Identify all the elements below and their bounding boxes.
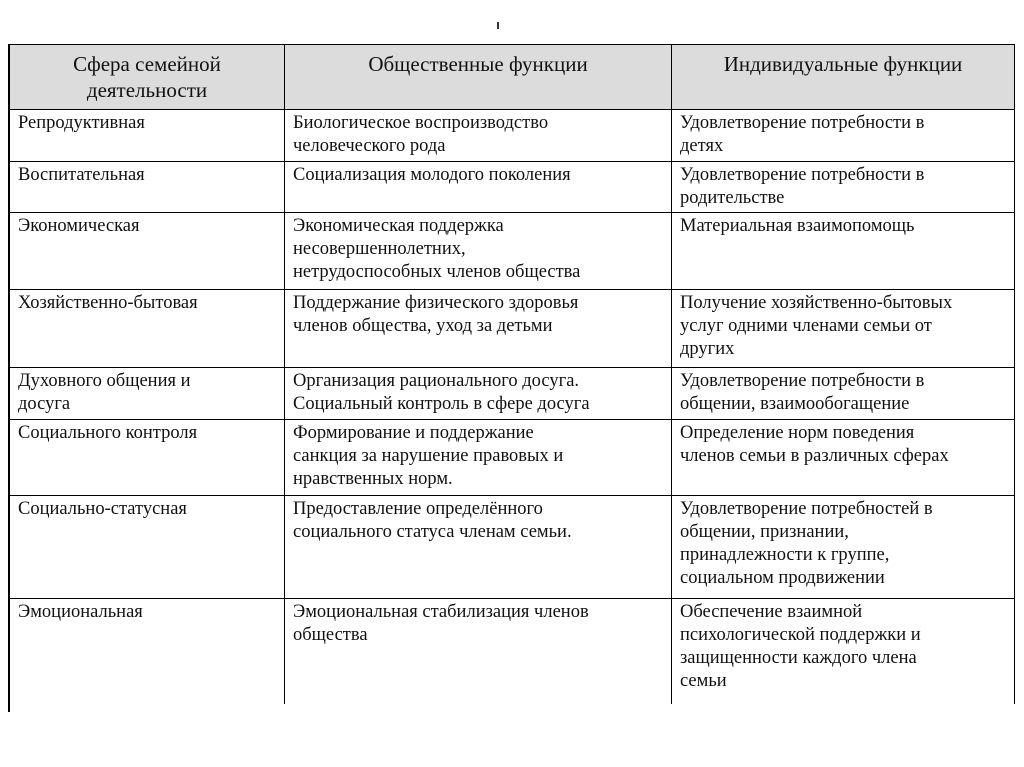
cell-individual: Удовлетворение потребности в родительстве — [672, 162, 1015, 213]
cell-individual: Удовлетворение потребностей в общении, признании, принадлежности к группе, социальном продвижении — [672, 496, 1015, 599]
cell-sphere: Духовного общения и досуга — [10, 368, 285, 420]
cell-sphere: Экономическая — [10, 213, 285, 290]
cell-individual: Получение хозяйственно-бытовых услуг одними членами семьи от других — [672, 290, 1015, 368]
cell-social: Экономическая поддержка несовершеннолетних, нетрудоспособных членов общества — [285, 213, 672, 290]
cell-social: Социализация молодого поколения — [285, 162, 672, 213]
table-row — [10, 599, 1015, 704]
cell-sphere: Социально-статусная — [10, 496, 285, 599]
header-sphere: Сфера семейной деятельности — [10, 45, 285, 110]
cell-individual: Удовлетворение потребности в общении, взаимообогащение — [672, 368, 1015, 420]
cell-individual: Определение норм поведения членов семьи в различных сферах — [672, 420, 1015, 496]
cell-social: Поддержание физического здоровья членов общества, уход за детьми — [285, 290, 672, 368]
cell-sphere: Эмоциональная — [10, 599, 285, 704]
table-header-row — [10, 45, 1015, 110]
table-row — [10, 496, 1015, 599]
cell-social: Формирование и поддержание санкция за нарушение правовых и нравственных норм. — [285, 420, 672, 496]
page-mark — [497, 22, 499, 29]
table-row — [10, 162, 1015, 213]
header-social-functions: Общественные функции — [285, 45, 672, 110]
cell-social: Предоставление определённого социального статуса членам семьи. — [285, 496, 672, 599]
table-row — [10, 420, 1015, 496]
table-row — [10, 213, 1015, 290]
cell-sphere: Социального контроля — [10, 420, 285, 496]
cell-social: Организация рационального досуга. Социальный контроль в сфере досуга — [285, 368, 672, 420]
cell-sphere: Хозяйственно-бытовая — [10, 290, 285, 368]
cell-individual: Материальная взаимопомощь — [672, 213, 1015, 290]
table-row — [10, 110, 1015, 162]
family-functions-table — [9, 44, 1015, 704]
cell-social: Эмоциональная стабилизация членов общества — [285, 599, 672, 704]
cell-sphere: Репродуктивная — [10, 110, 285, 162]
cell-sphere: Воспитательная — [10, 162, 285, 213]
cell-social: Биологическое воспроизводство человеческого рода — [285, 110, 672, 162]
header-individual-functions: Индивидуальные функции — [672, 45, 1015, 110]
table-row — [10, 368, 1015, 420]
cell-individual: Обеспечение взаимной психологической поддержки и защищенности каждого члена семьи — [672, 599, 1015, 704]
table-row — [10, 290, 1015, 368]
cell-individual: Удовлетворение потребности в детях — [672, 110, 1015, 162]
